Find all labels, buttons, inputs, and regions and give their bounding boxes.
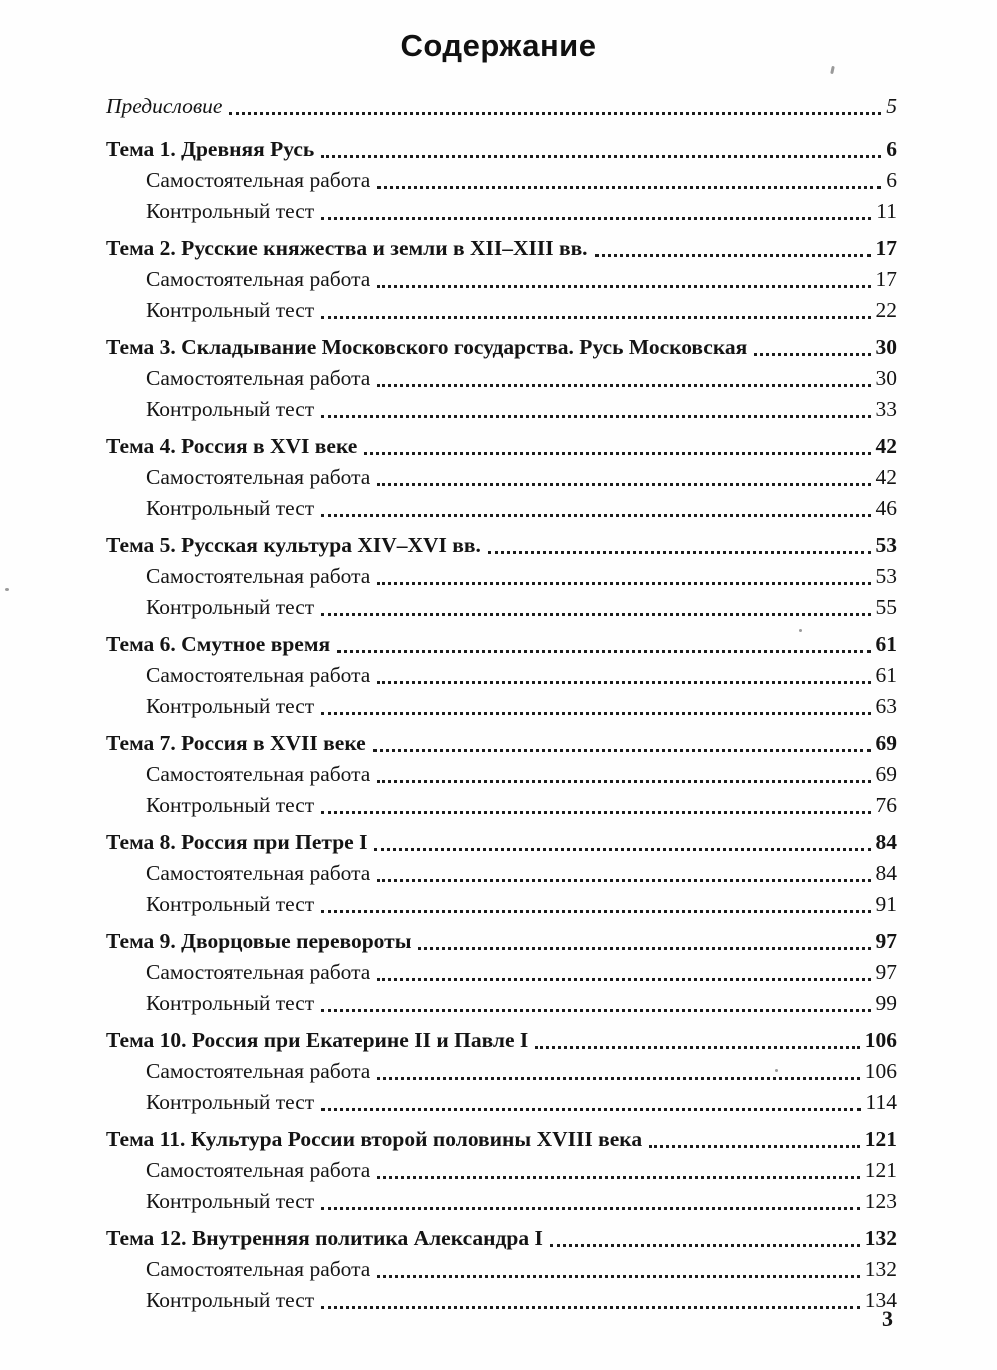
- toc-subitem-label: Самостоятельная работа: [146, 663, 371, 687]
- toc-section-title-page-number: 17: [875, 236, 897, 260]
- toc-section-title-page-number: 61: [875, 632, 897, 656]
- scan-artifact: [5, 588, 9, 591]
- toc-section-title-entry: [106, 1223, 897, 1254]
- dot-leader: [377, 1077, 859, 1080]
- dot-leader: [337, 650, 870, 653]
- scan-artifact: [775, 1069, 778, 1072]
- toc-subitem-entry: [106, 264, 897, 295]
- toc-subitem-page-number: 132: [864, 1257, 897, 1281]
- toc-subitem-label: Контрольный тест: [146, 892, 315, 916]
- toc-subitem-page-number: 123: [864, 1189, 897, 1213]
- dot-leader: [321, 217, 871, 220]
- dot-leader: [377, 681, 870, 684]
- toc-section-title-label: Тема 2. Русские княжества и земли в XII–XIII вв.: [106, 236, 588, 260]
- dot-leader: [321, 712, 870, 715]
- toc-subitem-label: Самостоятельная работа: [146, 564, 371, 588]
- dot-leader: [377, 1176, 859, 1179]
- toc-subitem-entry: [106, 592, 897, 623]
- toc-subitem-page-number: 22: [875, 298, 897, 322]
- dot-leader: [377, 879, 870, 882]
- toc-subitem-label: Самостоятельная работа: [146, 168, 371, 192]
- toc-section-10: [106, 1025, 897, 1118]
- dot-leader: [377, 978, 870, 981]
- toc-section-title-entry: [106, 431, 897, 462]
- toc-section-title-label: Тема 10. Россия при Екатерине II и Павле I: [106, 1028, 529, 1052]
- toc-section-title-entry: [106, 926, 897, 957]
- toc-subitem-entry: [106, 957, 897, 988]
- toc-subitem-page-number: 97: [875, 960, 897, 984]
- toc-section-title-page-number: 132: [864, 1226, 897, 1250]
- dot-leader: [754, 353, 870, 356]
- toc-subitem-label: Контрольный тест: [146, 991, 315, 1015]
- toc-section-title-page-number: 53: [875, 533, 897, 557]
- dot-leader: [535, 1046, 860, 1049]
- toc-subitem-label: Самостоятельная работа: [146, 366, 371, 390]
- dot-leader: [488, 551, 871, 554]
- toc-section-title-label: Тема 5. Русская культура XIV–XVI вв.: [106, 533, 481, 557]
- toc-subitem-entry: [106, 493, 897, 524]
- toc-subitem-label: Контрольный тест: [146, 793, 315, 817]
- dot-leader: [321, 155, 881, 158]
- toc-subitem-entry: [106, 790, 897, 821]
- toc-subitem-label: Самостоятельная работа: [146, 960, 371, 984]
- toc-subitem-label: Контрольный тест: [146, 397, 315, 421]
- toc-section-8: [106, 827, 897, 920]
- toc-subitem-label: Самостоятельная работа: [146, 861, 371, 885]
- dot-leader: [377, 582, 870, 585]
- dot-leader: [550, 1244, 860, 1247]
- toc-section-title-label: Тема 6. Смутное время: [106, 632, 331, 656]
- toc-section-title-label: Тема 12. Внутренняя политика Александра I: [106, 1226, 543, 1250]
- dot-leader: [649, 1145, 860, 1148]
- toc-subitem-page-number: 61: [875, 663, 897, 687]
- toc-subitem-page-number: 6: [886, 168, 897, 192]
- dot-leader: [321, 1108, 860, 1111]
- toc-section-title-page-number: 6: [886, 137, 897, 161]
- toc-subitem-entry: [106, 858, 897, 889]
- toc-subitem-page-number: 11: [876, 199, 897, 223]
- toc-section-2: [106, 233, 897, 326]
- dot-leader: [321, 415, 870, 418]
- dot-leader: [364, 452, 870, 455]
- toc-section-title-entry: [106, 233, 897, 264]
- dot-leader: [377, 186, 881, 189]
- toc-preface-label: Предисловие: [106, 94, 223, 118]
- dot-leader: [229, 112, 881, 115]
- toc-subitem-page-number: 114: [865, 1090, 897, 1114]
- toc-section-title-entry: [106, 1124, 897, 1155]
- dot-leader: [377, 384, 870, 387]
- scan-artifact: [830, 66, 835, 74]
- dot-leader: [321, 316, 870, 319]
- toc-subitem-entry: [106, 1285, 897, 1316]
- scan-artifact: [799, 629, 802, 632]
- page-title: Содержание: [400, 28, 597, 63]
- toc-section-title-entry: [106, 332, 897, 363]
- dot-leader: [377, 780, 870, 783]
- toc-section-7: [106, 728, 897, 821]
- dot-leader: [321, 1306, 860, 1309]
- toc-section-title-label: Тема 3. Складывание Московского государства. Русь Московская: [106, 335, 748, 359]
- toc-section-title-label: Тема 7. Россия в XVII веке: [106, 731, 366, 755]
- dot-leader: [374, 848, 870, 851]
- toc-subitem-entry: [106, 1186, 897, 1217]
- toc-subitem-entry: [106, 196, 897, 227]
- toc-section-title-entry: [106, 728, 897, 759]
- toc-section-5: [106, 530, 897, 623]
- toc-subitem-page-number: 33: [875, 397, 897, 421]
- toc-preface-entry: [106, 91, 897, 122]
- toc-subitem-label: Самостоятельная работа: [146, 267, 371, 291]
- toc-section-title-label: Тема 9. Дворцовые перевороты: [106, 929, 412, 953]
- toc-subitem-page-number: 53: [875, 564, 897, 588]
- dot-leader: [377, 285, 870, 288]
- toc-subitem-label: Контрольный тест: [146, 595, 315, 619]
- dot-leader: [321, 811, 870, 814]
- toc-subitem-entry: [106, 1087, 897, 1118]
- toc-subitem-label: Контрольный тест: [146, 1189, 315, 1213]
- toc-section-title-page-number: 106: [864, 1028, 897, 1052]
- toc-subitem-page-number: 91: [875, 892, 897, 916]
- toc-subitem-page-number: 99: [875, 991, 897, 1015]
- toc-subitem-entry: [106, 1056, 897, 1087]
- toc-section-title-page-number: 69: [875, 731, 897, 755]
- toc-section-11: [106, 1124, 897, 1217]
- toc-subitem-label: Самостоятельная работа: [146, 762, 371, 786]
- toc-section-title-entry: [106, 1025, 897, 1056]
- toc-subitem-page-number: 30: [875, 366, 897, 390]
- toc-subitem-entry: [106, 295, 897, 326]
- toc-subitem-page-number: 42: [875, 465, 897, 489]
- toc-subitem-page-number: 84: [875, 861, 897, 885]
- toc-subitem-entry: [106, 1254, 897, 1285]
- toc-section-title-label: Тема 4. Россия в XVI веке: [106, 434, 358, 458]
- toc-section-4: [106, 431, 897, 524]
- dot-leader: [595, 254, 871, 257]
- toc-section-1: [106, 134, 897, 227]
- toc-subitem-page-number: 63: [875, 694, 897, 718]
- toc-subitem-label: Самостоятельная работа: [146, 1059, 371, 1083]
- toc-section-3: [106, 332, 897, 425]
- toc-subitem-label: Контрольный тест: [146, 1288, 315, 1312]
- toc-section-title-page-number: 30: [875, 335, 897, 359]
- folio-page-number: 3: [882, 1306, 893, 1331]
- toc-preface-page-number: 5: [886, 94, 897, 118]
- dot-leader: [373, 749, 871, 752]
- toc-section-title-entry: [106, 134, 897, 165]
- toc-section-title-page-number: 97: [875, 929, 897, 953]
- dot-leader: [321, 1207, 860, 1210]
- toc-subitem-entry: [106, 889, 897, 920]
- toc-subitem-entry: [106, 561, 897, 592]
- toc-subitem-entry: [106, 165, 897, 196]
- toc-subitem-entry: [106, 988, 897, 1019]
- dot-leader: [321, 910, 870, 913]
- table-of-contents: [106, 91, 897, 1316]
- toc-subitem-label: Контрольный тест: [146, 496, 315, 520]
- toc-section-title-page-number: 121: [864, 1127, 897, 1151]
- toc-subitem-label: Самостоятельная работа: [146, 1257, 371, 1281]
- toc-section-title-label: Тема 8. Россия при Петре I: [106, 830, 368, 854]
- toc-subitem-entry: [106, 394, 897, 425]
- toc-section-9: [106, 926, 897, 1019]
- toc-subitem-page-number: 46: [875, 496, 897, 520]
- toc-subitem-label: Самостоятельная работа: [146, 1158, 371, 1182]
- toc-subitem-entry: [106, 363, 897, 394]
- toc-subitem-label: Контрольный тест: [146, 199, 315, 223]
- toc-subitem-page-number: 134: [864, 1288, 897, 1312]
- toc-section-title-entry: [106, 530, 897, 561]
- toc-subitem-entry: [106, 691, 897, 722]
- toc-section-title-label: Тема 11. Культура России второй половины XVIII века: [106, 1127, 643, 1151]
- toc-subitem-page-number: 17: [875, 267, 897, 291]
- dot-leader: [321, 514, 870, 517]
- toc-subitem-page-number: 55: [875, 595, 897, 619]
- toc-subitem-label: Контрольный тест: [146, 694, 315, 718]
- toc-subitem-entry: [106, 660, 897, 691]
- toc-subitem-entry: [106, 462, 897, 493]
- toc-section-title-entry: [106, 629, 897, 660]
- dot-leader: [377, 483, 870, 486]
- toc-subitem-page-number: 121: [864, 1158, 897, 1182]
- toc-section-title-page-number: 84: [875, 830, 897, 854]
- toc-subitem-label: Контрольный тест: [146, 298, 315, 322]
- toc-section-6: [106, 629, 897, 722]
- dot-leader: [377, 1275, 859, 1278]
- dot-leader: [321, 613, 870, 616]
- toc-subitem-label: Контрольный тест: [146, 1090, 315, 1114]
- toc-section-title-label: Тема 1. Древняя Русь: [106, 137, 315, 161]
- dot-leader: [321, 1009, 870, 1012]
- toc-subitem-page-number: 76: [875, 793, 897, 817]
- dot-leader: [418, 947, 870, 950]
- toc-section-title-entry: [106, 827, 897, 858]
- toc-subitem-entry: [106, 759, 897, 790]
- toc-subitem-entry: [106, 1155, 897, 1186]
- toc-section-12: [106, 1223, 897, 1316]
- toc-section-title-page-number: 42: [875, 434, 897, 458]
- toc-subitem-page-number: 69: [875, 762, 897, 786]
- toc-subitem-page-number: 106: [864, 1059, 897, 1083]
- toc-subitem-label: Самостоятельная работа: [146, 465, 371, 489]
